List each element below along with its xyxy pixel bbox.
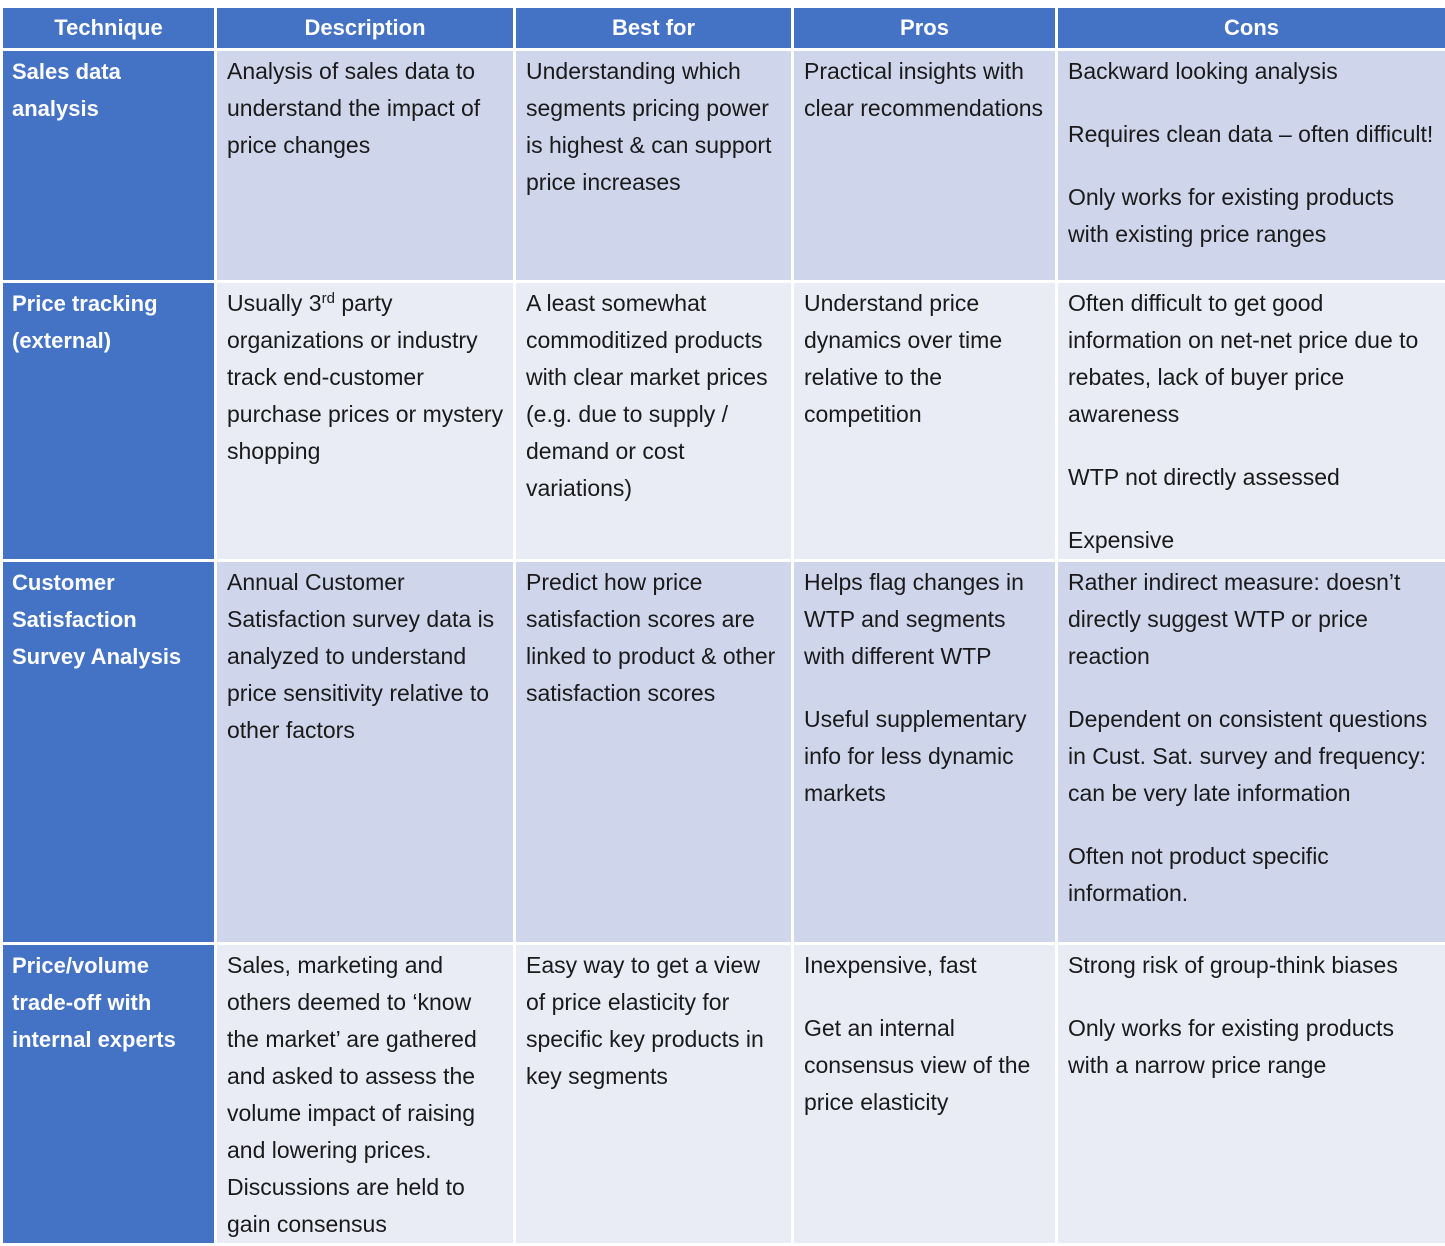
description-cell xyxy=(217,945,513,1243)
best-for-cell xyxy=(516,51,791,280)
pros-text: Inexpensive, fast xyxy=(804,952,977,978)
description-text: Annual Customer Satisfaction survey data is analyzed to understand price sensitivity relative to other factors xyxy=(227,569,495,743)
technique-cell: Customer Satisfaction Survey Analysis xyxy=(3,562,214,942)
pros-text: Understand price dynamics over time relative to the competition xyxy=(804,290,1003,427)
cons-text: Only works for existing products with existing price ranges xyxy=(1068,184,1394,247)
table-row xyxy=(3,283,1445,559)
pros-cell xyxy=(794,51,1055,280)
best-for-text: Understanding which segments pricing power is highest & can support price increases xyxy=(526,58,772,195)
header-cons: Cons xyxy=(1058,8,1445,48)
table-row xyxy=(3,51,1445,280)
cons-text: Expensive xyxy=(1068,527,1175,553)
cons-text: Dependent on consistent questions in Cust. Sat. survey and frequency: can be very late information xyxy=(1068,706,1428,806)
pros-cell xyxy=(794,562,1055,942)
pros-cell xyxy=(794,283,1055,559)
header-row xyxy=(3,8,1445,48)
technique-cell: Price tracking (external) xyxy=(3,283,214,559)
description-cell xyxy=(217,283,513,559)
technique-cell: Price/volume trade-off with internal experts xyxy=(3,945,214,1243)
pros-text: Get an internal consensus view of the price elasticity xyxy=(804,1015,1031,1115)
cons-text: Requires clean data – often difficult! xyxy=(1068,121,1434,147)
header-technique: Technique xyxy=(3,8,214,48)
description-cell xyxy=(217,562,513,942)
cons-text: Only works for existing products with a narrow price range xyxy=(1068,1015,1394,1078)
pros-text: Helps flag changes in WTP and segments with different WTP xyxy=(804,569,1024,669)
header-description: Description xyxy=(217,8,513,48)
cons-cell xyxy=(1058,51,1445,280)
cons-cell xyxy=(1058,945,1445,1243)
description-cell xyxy=(217,51,513,280)
best-for-cell xyxy=(516,283,791,559)
pros-cell xyxy=(794,945,1055,1243)
header-pros: Pros xyxy=(794,8,1055,48)
header-best-for: Best for xyxy=(516,8,791,48)
best-for-cell xyxy=(516,945,791,1243)
description-text: Analysis of sales data to understand the impact of price changes xyxy=(227,58,481,158)
cons-text: Strong risk of group-think biases xyxy=(1068,952,1398,978)
best-for-text: Easy way to get a view of price elasticity for specific key products in key segments xyxy=(526,952,764,1089)
cons-cell xyxy=(1058,283,1445,559)
table-row xyxy=(3,945,1445,1243)
pricing-techniques-table xyxy=(0,5,1445,1246)
pros-text: Practical insights with clear recommendations xyxy=(804,58,1044,121)
cons-text: Often not product specific information. xyxy=(1068,843,1329,906)
superscript-ordinal: rd xyxy=(321,290,335,307)
cons-cell xyxy=(1058,562,1445,942)
best-for-text: Predict how price satisfaction scores are linked to product & other satisfaction scores xyxy=(526,569,776,706)
description-text: Usually 3rd party organizations or industry track end-customer purchase prices or mystery shopping xyxy=(227,290,504,464)
cons-text: WTP not directly assessed xyxy=(1068,464,1340,490)
cons-text: Rather indirect measure: doesn’t directly suggest WTP or price reaction xyxy=(1068,569,1401,669)
best-for-cell xyxy=(516,562,791,942)
pros-text: Useful supplementary info for less dynamic markets xyxy=(804,706,1027,806)
table-row xyxy=(3,562,1445,942)
cons-text: Often difficult to get good information on net-net price due to rebates, lack of buyer price awareness xyxy=(1068,290,1419,427)
best-for-text: A least somewhat commoditized products with clear market prices (e.g. due to supply / demand or cost variations) xyxy=(526,290,768,501)
technique-cell: Sales data analysis xyxy=(3,51,214,280)
description-text: Sales, marketing and others deemed to ‘know the market’ are gathered and asked to assess the volume impact of raising and lowering prices. Discussions are held to gain consensus xyxy=(227,952,477,1237)
cons-text: Backward looking analysis xyxy=(1068,58,1338,84)
